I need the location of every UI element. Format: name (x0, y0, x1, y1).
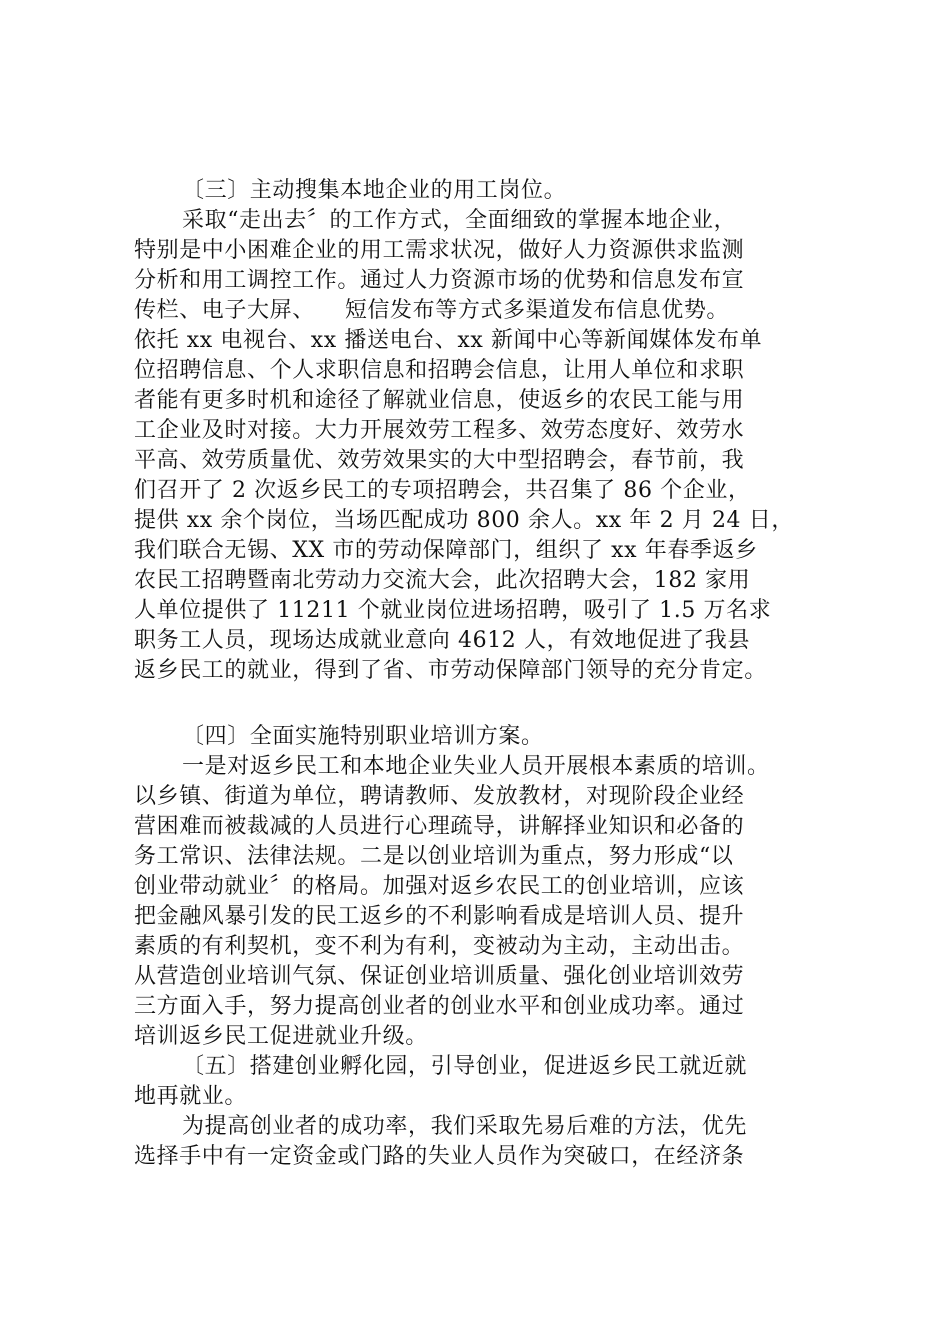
paragraph-line: 农民工招聘暨南北劳动力交流大会，此次招聘大会，182 家用 (134, 568, 751, 593)
paragraph-line-part: 短信发布等方式多渠道发布信息优势。 (344, 298, 730, 323)
paragraph-line: 返乡民工的就业，得到了省、市劳动保障部门领导的充分肯定。 (134, 658, 767, 683)
paragraph-line-part: 传栏、电子大屏、 (134, 298, 315, 323)
paragraph-line: 选择手中有一定资金或门路的失业人员作为突破口，在经济条 (134, 1144, 745, 1169)
paragraph-line: 营困难而被裁减的人员进行心理疏导，讲解择业知识和必备的 (134, 814, 745, 839)
paragraph-line: 们召开了 2 次返乡民工的专项招聘会，共召集了 86 个企业， (134, 478, 751, 503)
paragraph-line: 平高、效劳质量优、效劳效果实的大中型招聘会，春节前，我 (134, 448, 745, 473)
paragraph-line: 依托 xx 电视台、xx 播送电台、xx 新闻中心等新闻媒体发布单 (134, 328, 763, 353)
paragraph-line: 特别是中小困难企业的用工需求状况，做好人力资源供求监测 (134, 238, 745, 263)
paragraph-line: 从营造创业培训气氛、保证创业培训质量、强化创业培训效劳 (134, 964, 745, 989)
paragraph-line: 位招聘信息、个人求职信息和招聘会信息，让用人单位和求职 (134, 358, 745, 383)
section-5-heading-continued: 地再就业。 (134, 1084, 248, 1109)
paragraph-line: 一是对返乡民工和本地企业失业人员开展根本素质的培训。 (182, 754, 770, 779)
paragraph-line: 者能有更多时机和途径了解就业信息，使返乡的农民工能与用 (134, 388, 745, 413)
paragraph-line: 以乡镇、街道为单位，聘请教师、发放教材，对现阶段企业经 (134, 784, 745, 809)
paragraph-line: 采取“走出去〞的工作方式，全面细致的掌握本地企业， (182, 208, 737, 233)
paragraph-line: 分析和用工调控工作。通过人力资源市场的优势和信息发布宣 (134, 268, 745, 293)
paragraph-line (134, 296, 729, 326)
section-4-heading: 〔四〕全面实施特别职业培训方案。 (182, 724, 544, 749)
section-5-heading: 〔五〕搭建创业孵化园，引导创业，促进返乡民工就近就 (182, 1054, 748, 1079)
paragraph-line: 职务工人员，现场达成就业意向 4612 人，有效地促进了我县 (134, 628, 750, 653)
paragraph-line: 人单位提供了 11211 个就业岗位进场招聘，吸引了 1.5 万名求 (134, 598, 772, 623)
paragraph-line: 提供 xx 余个岗位，当场匹配成功 800 余人。xx 年 2 月 24 日， (134, 508, 794, 533)
section-3-heading: 〔三〕主动搜集本地企业的用工岗位。 (182, 178, 567, 203)
paragraph-line: 素质的有利契机，变不利为有利，变被动为主动，主动出击。 (134, 934, 745, 959)
paragraph-line: 培训返乡民工促进就业升级。 (134, 1024, 428, 1049)
paragraph-line: 工企业及时对接。大力开展效劳工程多、效劳态度好、效劳水 (134, 418, 745, 443)
paragraph-line: 把金融风暴引发的民工返乡的不利影响看成是培训人员、提升 (134, 904, 745, 929)
paragraph-line: 务工常识、法律法规。二是以创业培训为重点，努力形成“以 (134, 844, 734, 869)
paragraph-line: 三方面入手，努力提高创业者的创业水平和创业成功率。通过 (134, 994, 745, 1019)
paragraph-line: 为提高创业者的成功率，我们采取先易后难的方法，优先 (182, 1114, 748, 1139)
paragraph-line: 创业带动就业〞的格局。加强对返乡农民工的创业培训，应该 (134, 874, 745, 899)
paragraph-line: 我们联合无锡、XX 市的劳动保障部门，组织了 xx 年春季返乡 (134, 538, 758, 563)
